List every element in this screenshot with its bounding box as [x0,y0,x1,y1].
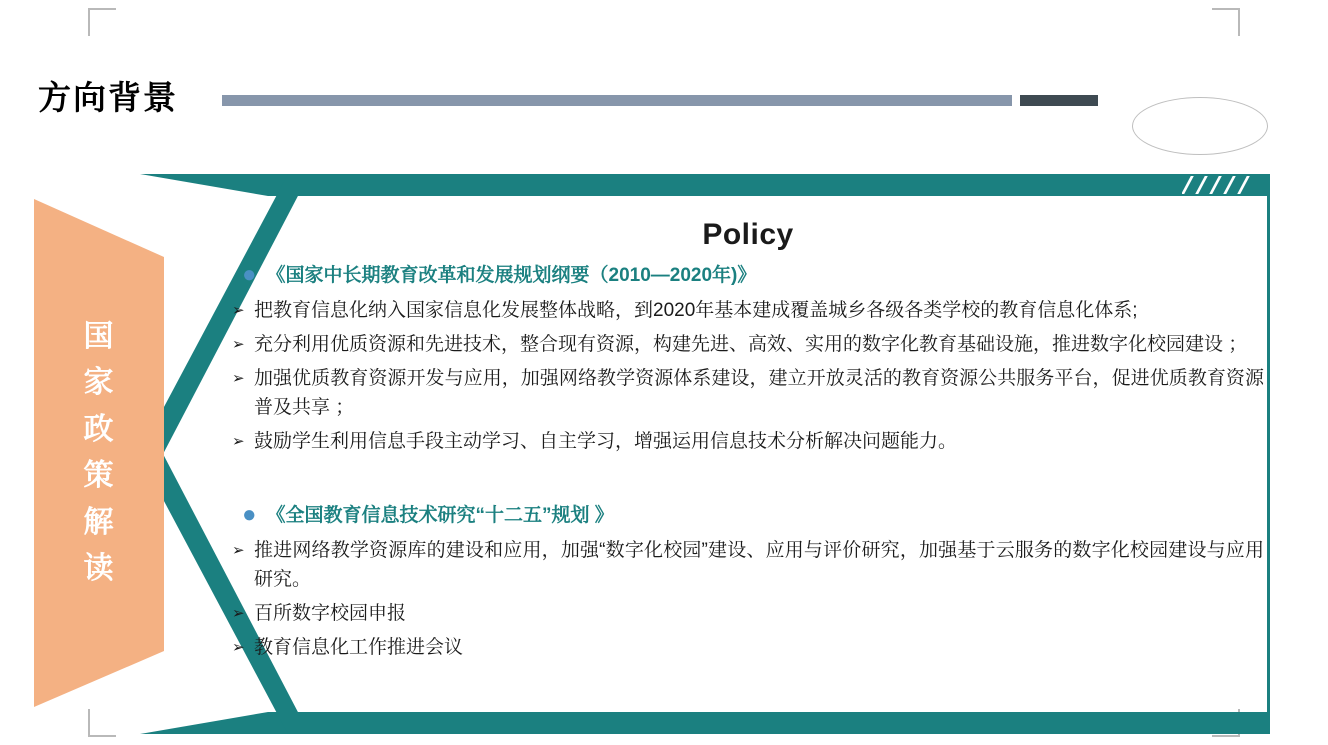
side-tab-char-5: 解 [83,505,115,539]
side-tab-shape [34,199,164,707]
list-item [232,427,1264,456]
policy-section-2 [232,502,1264,662]
title-decor-ellipse [1132,97,1268,155]
frame-bottom-band [140,712,1270,734]
page-title: 方向背景 [38,79,178,116]
arrow-bullet-icon: ➢ [232,370,245,387]
section-2-list [232,536,1264,662]
side-tab-char-1: 国 [83,319,115,353]
list-item [232,633,1264,662]
arrow-bullet-icon: ➢ [232,433,245,450]
content-heading: Policy [702,218,794,251]
list-item-text: 教育信息化工作推进会议 [254,637,464,658]
section-2-title: 《全国教育信息技术研究“十二五”规划 》 [266,505,614,526]
section-1-title-row [242,262,1264,290]
list-item-text: 百所数字校园申报 [254,603,407,624]
arrow-bullet-icon: ➢ [232,336,245,353]
crop-mark-top-left [88,8,116,36]
list-item [232,364,1264,422]
list-item-text: 充分利用优质资源和先进技术，整合现有资源，构建先进、高效、实用的数字化教育基础设施，推进数字化校园建设 ； [254,334,1248,355]
list-item-text: 推进网络教学资源库的建设和应用，加强“数字化校园”建设、应用与评价研究，加强基于云服务的数字化校园建设与应用研究。 [254,540,1264,590]
bullet-dot-icon: ● [242,261,257,288]
frame-right-edge [1267,174,1270,734]
side-tab-char-6: 读 [83,552,115,585]
side-tab-char-3: 政 [83,412,115,446]
hatch-decor-icon [1182,176,1266,194]
policy-section-1 [232,262,1264,456]
side-tab-char-2: 家 [83,366,115,399]
frame-top-band [140,174,1270,196]
side-tab-char-4: 策 [83,459,115,492]
crop-mark-top-right [1212,8,1240,36]
list-item [232,296,1264,325]
crop-mark-bottom-left [88,709,116,737]
title-decor-bar-short [1020,95,1098,106]
list-item-text: 把教育信息化纳入国家信息化发展整体战略，到2020年基本建成覆盖城乡各级各类学校的教育信息化体系; [254,300,1138,321]
section-1-title: 《国家中长期教育改革和发展规划纲要（2010—2020年)》 [266,265,757,286]
arrow-bullet-icon: ➢ [232,302,245,319]
content-body [232,206,1264,706]
list-item [232,330,1264,359]
section-2-title-row [242,502,1264,530]
list-item [232,536,1264,594]
arrow-bullet-icon: ➢ [232,542,245,559]
list-item-text: 加强优质教育资源开发与应用，加强网络教学资源体系建设，建立开放灵活的教育资源公共服务平台，促进优质教育资源普及共享 ； [254,368,1264,418]
slide-title-row [38,74,1288,130]
arrow-bullet-icon: ➢ [232,639,245,656]
arrow-bullet-icon: ➢ [232,605,245,622]
list-item-text: 鼓励学生利用信息手段主动学习、自主学习，增强运用信息技术分析解决问题能力。 [254,431,958,452]
title-decor-bar-long [222,95,1012,106]
section-1-list [232,296,1264,456]
bullet-dot-icon: ● [242,501,257,528]
list-item [232,599,1264,628]
